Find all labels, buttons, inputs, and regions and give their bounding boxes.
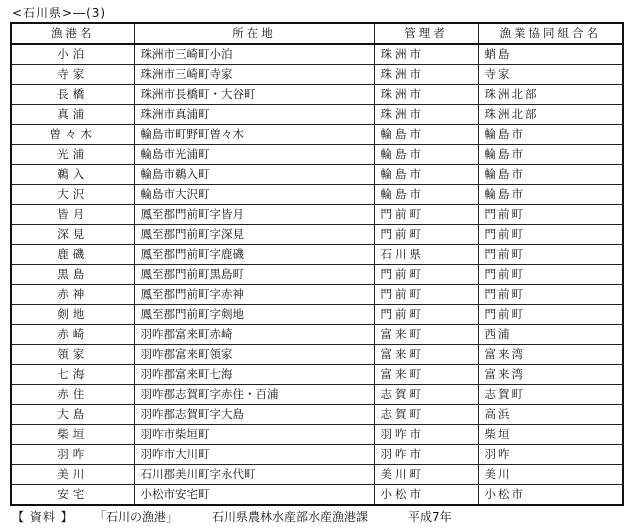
location-cell: 珠洲市真浦町 bbox=[134, 105, 374, 125]
table-row bbox=[11, 405, 623, 425]
manager-cell: 門前町 bbox=[374, 285, 478, 305]
manager-cell: 羽咋市 bbox=[374, 425, 478, 445]
table-row bbox=[11, 385, 623, 405]
port-name-cell: 寺家 bbox=[11, 65, 134, 85]
table-row bbox=[11, 425, 623, 445]
port-name-cell: 曽々木 bbox=[11, 125, 134, 145]
table-row bbox=[11, 225, 623, 245]
manager-cell: 門前町 bbox=[374, 225, 478, 245]
table-header-row bbox=[11, 23, 623, 44]
port-name-cell: 赤神 bbox=[11, 285, 134, 305]
coop-cell: 門前町 bbox=[478, 245, 623, 265]
manager-cell: 富来町 bbox=[374, 365, 478, 385]
table-row bbox=[11, 65, 623, 85]
location-cell: 鳳至郡門前町字皆月 bbox=[134, 205, 374, 225]
column-header-coop: 漁業協同組合名 bbox=[478, 23, 623, 44]
manager-cell: 輪島市 bbox=[374, 145, 478, 165]
manager-cell: 志賀町 bbox=[374, 385, 478, 405]
coop-cell: 西浦 bbox=[478, 325, 623, 345]
location-cell: 珠洲市三崎町寺家 bbox=[134, 65, 374, 85]
manager-cell: 小松市 bbox=[374, 485, 478, 506]
port-name-cell: 小泊 bbox=[11, 44, 134, 65]
port-name-cell: 美川 bbox=[11, 465, 134, 485]
location-cell: 羽咋市大川町 bbox=[134, 445, 374, 465]
source-footer bbox=[12, 508, 488, 525]
port-name-cell: 七海 bbox=[11, 365, 134, 385]
coop-cell: 輪島市 bbox=[478, 165, 623, 185]
coop-cell: 蛸島 bbox=[478, 44, 623, 65]
port-name-cell: 安宅 bbox=[11, 485, 134, 506]
table-row bbox=[11, 44, 623, 65]
table-row bbox=[11, 325, 623, 345]
location-cell: 鳳至郡門前町字赤神 bbox=[134, 285, 374, 305]
fishing-port-table bbox=[10, 22, 624, 506]
port-name-cell: 黒島 bbox=[11, 265, 134, 285]
port-name-cell: 光浦 bbox=[11, 145, 134, 165]
location-cell: 珠洲市三崎町小泊 bbox=[134, 44, 374, 65]
coop-cell: 輪島市 bbox=[478, 145, 623, 165]
coop-cell: 羽咋 bbox=[478, 445, 623, 465]
location-cell: 輪島市鵜入町 bbox=[134, 165, 374, 185]
coop-cell: 寺家 bbox=[478, 65, 623, 85]
location-cell: 羽咋郡富来町七海 bbox=[134, 365, 374, 385]
manager-cell: 羽咋市 bbox=[374, 445, 478, 465]
table-row bbox=[11, 205, 623, 225]
table-row bbox=[11, 125, 623, 145]
location-cell: 鳳至郡門前町字深見 bbox=[134, 225, 374, 245]
port-name-cell: 鵜入 bbox=[11, 165, 134, 185]
table-row bbox=[11, 285, 623, 305]
port-name-cell: 大沢 bbox=[11, 185, 134, 205]
port-name-cell: 鹿磯 bbox=[11, 245, 134, 265]
column-header-manager: 管理者 bbox=[374, 23, 478, 44]
manager-cell: 珠洲市 bbox=[374, 105, 478, 125]
coop-cell: 珠洲北部 bbox=[478, 105, 623, 125]
location-cell: 鳳至郡門前町字鹿磯 bbox=[134, 245, 374, 265]
coop-cell: 輪島市 bbox=[478, 125, 623, 145]
location-cell: 鳳至郡門前町黒島町 bbox=[134, 265, 374, 285]
coop-cell: 美川 bbox=[478, 465, 623, 485]
source-organization: 石川県農林水産部水産漁港課 bbox=[212, 510, 369, 524]
table-row bbox=[11, 185, 623, 205]
manager-cell: 輪島市 bbox=[374, 125, 478, 145]
table-row bbox=[11, 265, 623, 285]
coop-cell: 門前町 bbox=[478, 225, 623, 245]
manager-cell: 珠洲市 bbox=[374, 65, 478, 85]
location-cell: 羽咋郡志賀町字大島 bbox=[134, 405, 374, 425]
manager-cell: 珠洲市 bbox=[374, 85, 478, 105]
coop-cell: 輪島市 bbox=[478, 185, 623, 205]
location-cell: 羽咋郡富来町領家 bbox=[134, 345, 374, 365]
location-cell: 輪島市町野町曽々木 bbox=[134, 125, 374, 145]
coop-cell: 高浜 bbox=[478, 405, 623, 425]
table-row bbox=[11, 305, 623, 325]
manager-cell: 石川県 bbox=[374, 245, 478, 265]
location-cell: 輪島市光浦町 bbox=[134, 145, 374, 165]
manager-cell: 志賀町 bbox=[374, 405, 478, 425]
port-name-cell: 長橋 bbox=[11, 85, 134, 105]
manager-cell: 門前町 bbox=[374, 265, 478, 285]
manager-cell: 富来町 bbox=[374, 345, 478, 365]
location-cell: 珠洲市長橋町・大谷町 bbox=[134, 85, 374, 105]
source-title: 「石川の漁港」 bbox=[94, 510, 179, 524]
port-name-cell: 真浦 bbox=[11, 105, 134, 125]
table-row bbox=[11, 365, 623, 385]
page-header: <石川県>―(3) bbox=[12, 6, 107, 20]
port-name-cell: 深見 bbox=[11, 225, 134, 245]
table-row bbox=[11, 465, 623, 485]
coop-cell: 珠洲北部 bbox=[478, 85, 623, 105]
port-name-cell: 赤崎 bbox=[11, 325, 134, 345]
manager-cell: 輪島市 bbox=[374, 185, 478, 205]
coop-cell: 富来湾 bbox=[478, 345, 623, 365]
coop-cell: 志賀町 bbox=[478, 385, 623, 405]
port-name-cell: 赤住 bbox=[11, 385, 134, 405]
manager-cell: 富来町 bbox=[374, 325, 478, 345]
manager-cell: 門前町 bbox=[374, 205, 478, 225]
table-row bbox=[11, 445, 623, 465]
location-cell: 石川郡美川町字永代町 bbox=[134, 465, 374, 485]
coop-cell: 門前町 bbox=[478, 285, 623, 305]
location-cell: 輪島市大沢町 bbox=[134, 185, 374, 205]
manager-cell: 輪島市 bbox=[374, 165, 478, 185]
source-year: 平成7年 bbox=[408, 510, 452, 524]
location-cell: 小松市安宅町 bbox=[134, 485, 374, 506]
coop-cell: 門前町 bbox=[478, 265, 623, 285]
port-name-cell: 柴垣 bbox=[11, 425, 134, 445]
source-label: 【 資料 】 bbox=[12, 510, 74, 524]
coop-cell: 門前町 bbox=[478, 205, 623, 225]
location-cell: 鳳至郡門前町字剣地 bbox=[134, 305, 374, 325]
table-row bbox=[11, 105, 623, 125]
port-name-cell: 皆月 bbox=[11, 205, 134, 225]
port-name-cell: 剣地 bbox=[11, 305, 134, 325]
location-cell: 羽咋郡富来町赤崎 bbox=[134, 325, 374, 345]
table-row bbox=[11, 485, 623, 506]
port-name-cell: 領家 bbox=[11, 345, 134, 365]
port-name-cell: 大島 bbox=[11, 405, 134, 425]
coop-cell: 門前町 bbox=[478, 305, 623, 325]
column-header-port-name: 漁港名 bbox=[11, 23, 134, 44]
manager-cell: 珠洲市 bbox=[374, 44, 478, 65]
table-row bbox=[11, 165, 623, 185]
column-header-location: 所在地 bbox=[134, 23, 374, 44]
location-cell: 羽咋郡志賀町字赤住・百浦 bbox=[134, 385, 374, 405]
manager-cell: 美川町 bbox=[374, 465, 478, 485]
table-row bbox=[11, 245, 623, 265]
coop-cell: 柴垣 bbox=[478, 425, 623, 445]
coop-cell: 小松市 bbox=[478, 485, 623, 506]
table-row bbox=[11, 145, 623, 165]
manager-cell: 門前町 bbox=[374, 305, 478, 325]
location-cell: 羽咋市柴垣町 bbox=[134, 425, 374, 445]
table-row bbox=[11, 85, 623, 105]
table-row bbox=[11, 345, 623, 365]
coop-cell: 富来湾 bbox=[478, 365, 623, 385]
port-name-cell: 羽咋 bbox=[11, 445, 134, 465]
